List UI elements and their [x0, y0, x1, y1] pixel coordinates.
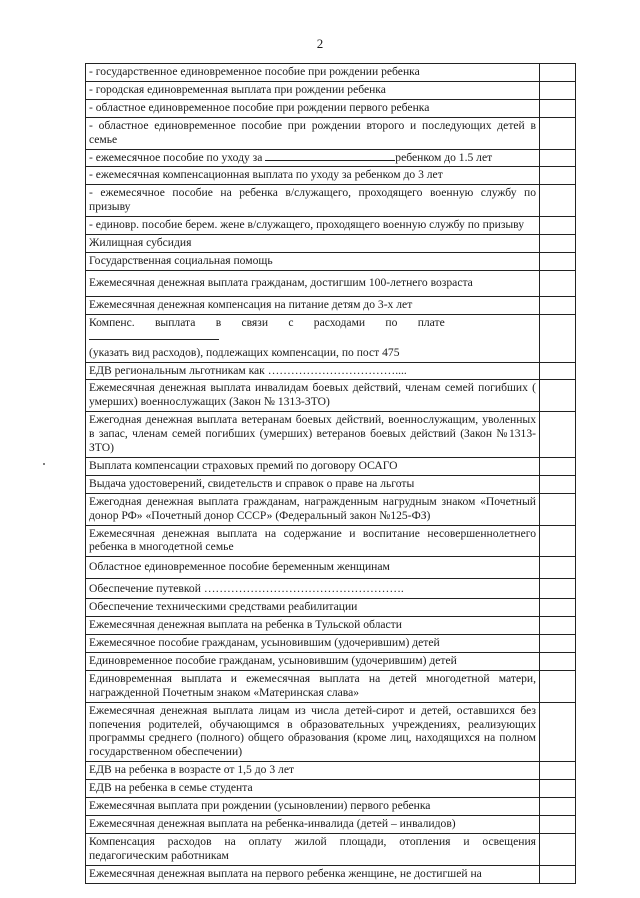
- fill-in-blank[interactable]: [89, 330, 219, 340]
- row-text-line-1: Компенс. выплата в связи с расходами по плате: [89, 315, 445, 329]
- row-text: - государственное единовременное пособие при рождении ребенка: [86, 64, 540, 82]
- row-text: Ежемесячная денежная выплата инвалидам боевых действий, членам семей погибших ( умерших) военнослужащих (Закон № 1313-ЗТО): [86, 380, 540, 412]
- mark-cell[interactable]: [540, 833, 576, 865]
- row-text: Компенсация расходов на оплату жилой площади, отопления и освещения педагогическим работникам: [86, 833, 540, 865]
- row-text: Ежемесячная денежная выплата на содержание и воспитание несовершеннолетнего ребенка в многодетной семье: [86, 525, 540, 557]
- table-row: [86, 296, 576, 314]
- table-row: [86, 270, 576, 296]
- table-row: [86, 617, 576, 635]
- table-row: [86, 149, 576, 167]
- mark-cell[interactable]: [540, 762, 576, 780]
- table-row: [86, 252, 576, 270]
- row-text: Ежегодная денежная выплата ветеранам боевых действий, военнослужащим, уволенных в запас, членам семей погибших (умерших) ветеранов боевых действий (Закон №1313-ЗТО): [86, 412, 540, 458]
- table-row: [86, 217, 576, 235]
- row-text: Ежегодная денежная выплата гражданам, награжденным нагрудным знаком «Почетный донор РФ» «Почетный донор СССР» (Федеральный закон №125-ФЗ): [86, 493, 540, 525]
- mark-cell[interactable]: [540, 185, 576, 217]
- table-row: [86, 652, 576, 670]
- table-row: [86, 815, 576, 833]
- mark-cell[interactable]: [540, 362, 576, 380]
- table-row: [86, 635, 576, 653]
- table-row: [86, 99, 576, 117]
- table-row: [86, 762, 576, 780]
- mark-cell[interactable]: [540, 296, 576, 314]
- table-row: [86, 798, 576, 816]
- mark-cell[interactable]: [540, 815, 576, 833]
- table-row: [86, 599, 576, 617]
- table-row: [86, 117, 576, 149]
- mark-cell[interactable]: [540, 525, 576, 557]
- mark-cell[interactable]: [540, 412, 576, 458]
- row-text: - областное единовременное пособие при рождении второго и последующих детей в семье: [86, 117, 540, 149]
- table-row: [86, 702, 576, 762]
- row-text: Ежемесячная денежная выплата лицам из числа детей-сирот и детей, оставшихся без попечения родителей, обучающимся в образовательных учреждениях, реализующих программы среднего (полного) общего образования (кроме лиц, находящихся на полном государственном обеспечении): [86, 702, 540, 762]
- mark-cell[interactable]: [540, 64, 576, 82]
- row-text: Жилищная субсидия: [86, 235, 540, 253]
- mark-cell[interactable]: [540, 579, 576, 599]
- mark-cell[interactable]: [540, 702, 576, 762]
- row-text: Единовременное пособие гражданам, усыновившим (удочерившим) детей: [86, 652, 540, 670]
- row-text: [86, 314, 540, 362]
- row-text: - ежемесячное пособие на ребенка в/служащего, проходящего военную службу по призыву: [86, 185, 540, 217]
- row-text: Ежемесячная денежная выплата на первого ребенка женщине, не достигшей на: [86, 865, 540, 883]
- table-row: [86, 493, 576, 525]
- row-text: Выдача удостоверений, свидетельств и справок о праве на льготы: [86, 475, 540, 493]
- row-text-after: ребенком до 1.5 лет: [395, 150, 493, 164]
- row-text: Обеспечение путевкой …………………………………………….: [86, 579, 540, 599]
- mark-cell[interactable]: [540, 457, 576, 475]
- row-text: Ежемесячное пособие гражданам, усыновившим (удочерившим) детей: [86, 635, 540, 653]
- mark-cell[interactable]: [540, 780, 576, 798]
- row-text: [86, 149, 540, 167]
- table-row: [86, 64, 576, 82]
- table-row: [86, 235, 576, 253]
- row-text: Государственная социальная помощь: [86, 252, 540, 270]
- scan-speck: [43, 463, 45, 465]
- table-row: [86, 412, 576, 458]
- mark-cell[interactable]: [540, 865, 576, 883]
- fill-in-blank[interactable]: [265, 151, 395, 161]
- page-number: 2: [316, 36, 324, 51]
- mark-cell[interactable]: [540, 798, 576, 816]
- mark-cell[interactable]: [540, 670, 576, 702]
- row-text: Ежемесячная денежная компенсация на питание детям до 3-х лет: [86, 296, 540, 314]
- mark-cell[interactable]: [540, 314, 576, 362]
- row-text: Обеспечение техническими средствами реабилитации: [86, 599, 540, 617]
- mark-cell[interactable]: [540, 217, 576, 235]
- mark-cell[interactable]: [540, 635, 576, 653]
- row-text: - ежемесячная компенсационная выплата по уходу за ребенком до 3 лет: [86, 167, 540, 185]
- benefits-table: [85, 63, 576, 884]
- row-text: Ежемесячная денежная выплата на ребенка в Тульской области: [86, 617, 540, 635]
- blank-area: [89, 330, 536, 346]
- row-text-line-2: (указать вид расходов), подлежащих компенсации, по пост 475: [89, 345, 400, 359]
- row-text: - областное единовременное пособие при рождении первого ребенка: [86, 99, 540, 117]
- row-text: Ежемесячная денежная выплата гражданам, достигшим 100-летнего возраста: [86, 270, 540, 296]
- table-row: [86, 314, 576, 362]
- row-text: ЕДВ региональным льготникам как ……………………………....: [86, 362, 540, 380]
- table-row: [86, 167, 576, 185]
- table-row: [86, 670, 576, 702]
- table-row: [86, 362, 576, 380]
- row-text: Единовременная выплата и ежемесячная выплата на детей многодетной матери, награжденной Почетным знаком «Материнская слава»: [86, 670, 540, 702]
- mark-cell[interactable]: [540, 652, 576, 670]
- mark-cell[interactable]: [540, 380, 576, 412]
- mark-cell[interactable]: [540, 81, 576, 99]
- mark-cell[interactable]: [540, 493, 576, 525]
- mark-cell[interactable]: [540, 117, 576, 149]
- table-row: [86, 185, 576, 217]
- row-text: Выплата компенсации страховых премий по договору ОСАГО: [86, 457, 540, 475]
- mark-cell[interactable]: [540, 617, 576, 635]
- mark-cell[interactable]: [540, 149, 576, 167]
- table-row: [86, 865, 576, 883]
- mark-cell[interactable]: [540, 599, 576, 617]
- table-row: [86, 525, 576, 557]
- table-row: [86, 780, 576, 798]
- mark-cell[interactable]: [540, 99, 576, 117]
- row-text: Ежемесячная выплата при рождении (усыновлении) первого ребенка: [86, 798, 540, 816]
- table-row: [86, 457, 576, 475]
- row-text-before: - ежемесячное пособие по уходу за: [89, 150, 266, 164]
- mark-cell[interactable]: [540, 557, 576, 579]
- table-row: [86, 579, 576, 599]
- table-row: [86, 557, 576, 579]
- row-text: Областное единовременное пособие беременным женщинам: [86, 557, 540, 579]
- mark-cell[interactable]: [540, 167, 576, 185]
- mark-cell[interactable]: [540, 252, 576, 270]
- row-text: ЕДВ на ребенка в семье студента: [86, 780, 540, 798]
- row-text: - городская единовременная выплата при рождении ребенка: [86, 81, 540, 99]
- table-row: [86, 475, 576, 493]
- table-row: [86, 81, 576, 99]
- table-body: [86, 64, 576, 884]
- row-text: ЕДВ на ребенка в возрасте от 1,5 до 3 лет: [86, 762, 540, 780]
- row-text: - единовр. пособие берем. жене в/служащего, проходящего военную службу по призыву: [86, 217, 540, 235]
- mark-cell[interactable]: [540, 235, 576, 253]
- row-text: Ежемесячная денежная выплата на ребенка-инвалида (детей – инвалидов): [86, 815, 540, 833]
- table-row: [86, 380, 576, 412]
- mark-cell[interactable]: [540, 270, 576, 296]
- table-row: [86, 833, 576, 865]
- mark-cell[interactable]: [540, 475, 576, 493]
